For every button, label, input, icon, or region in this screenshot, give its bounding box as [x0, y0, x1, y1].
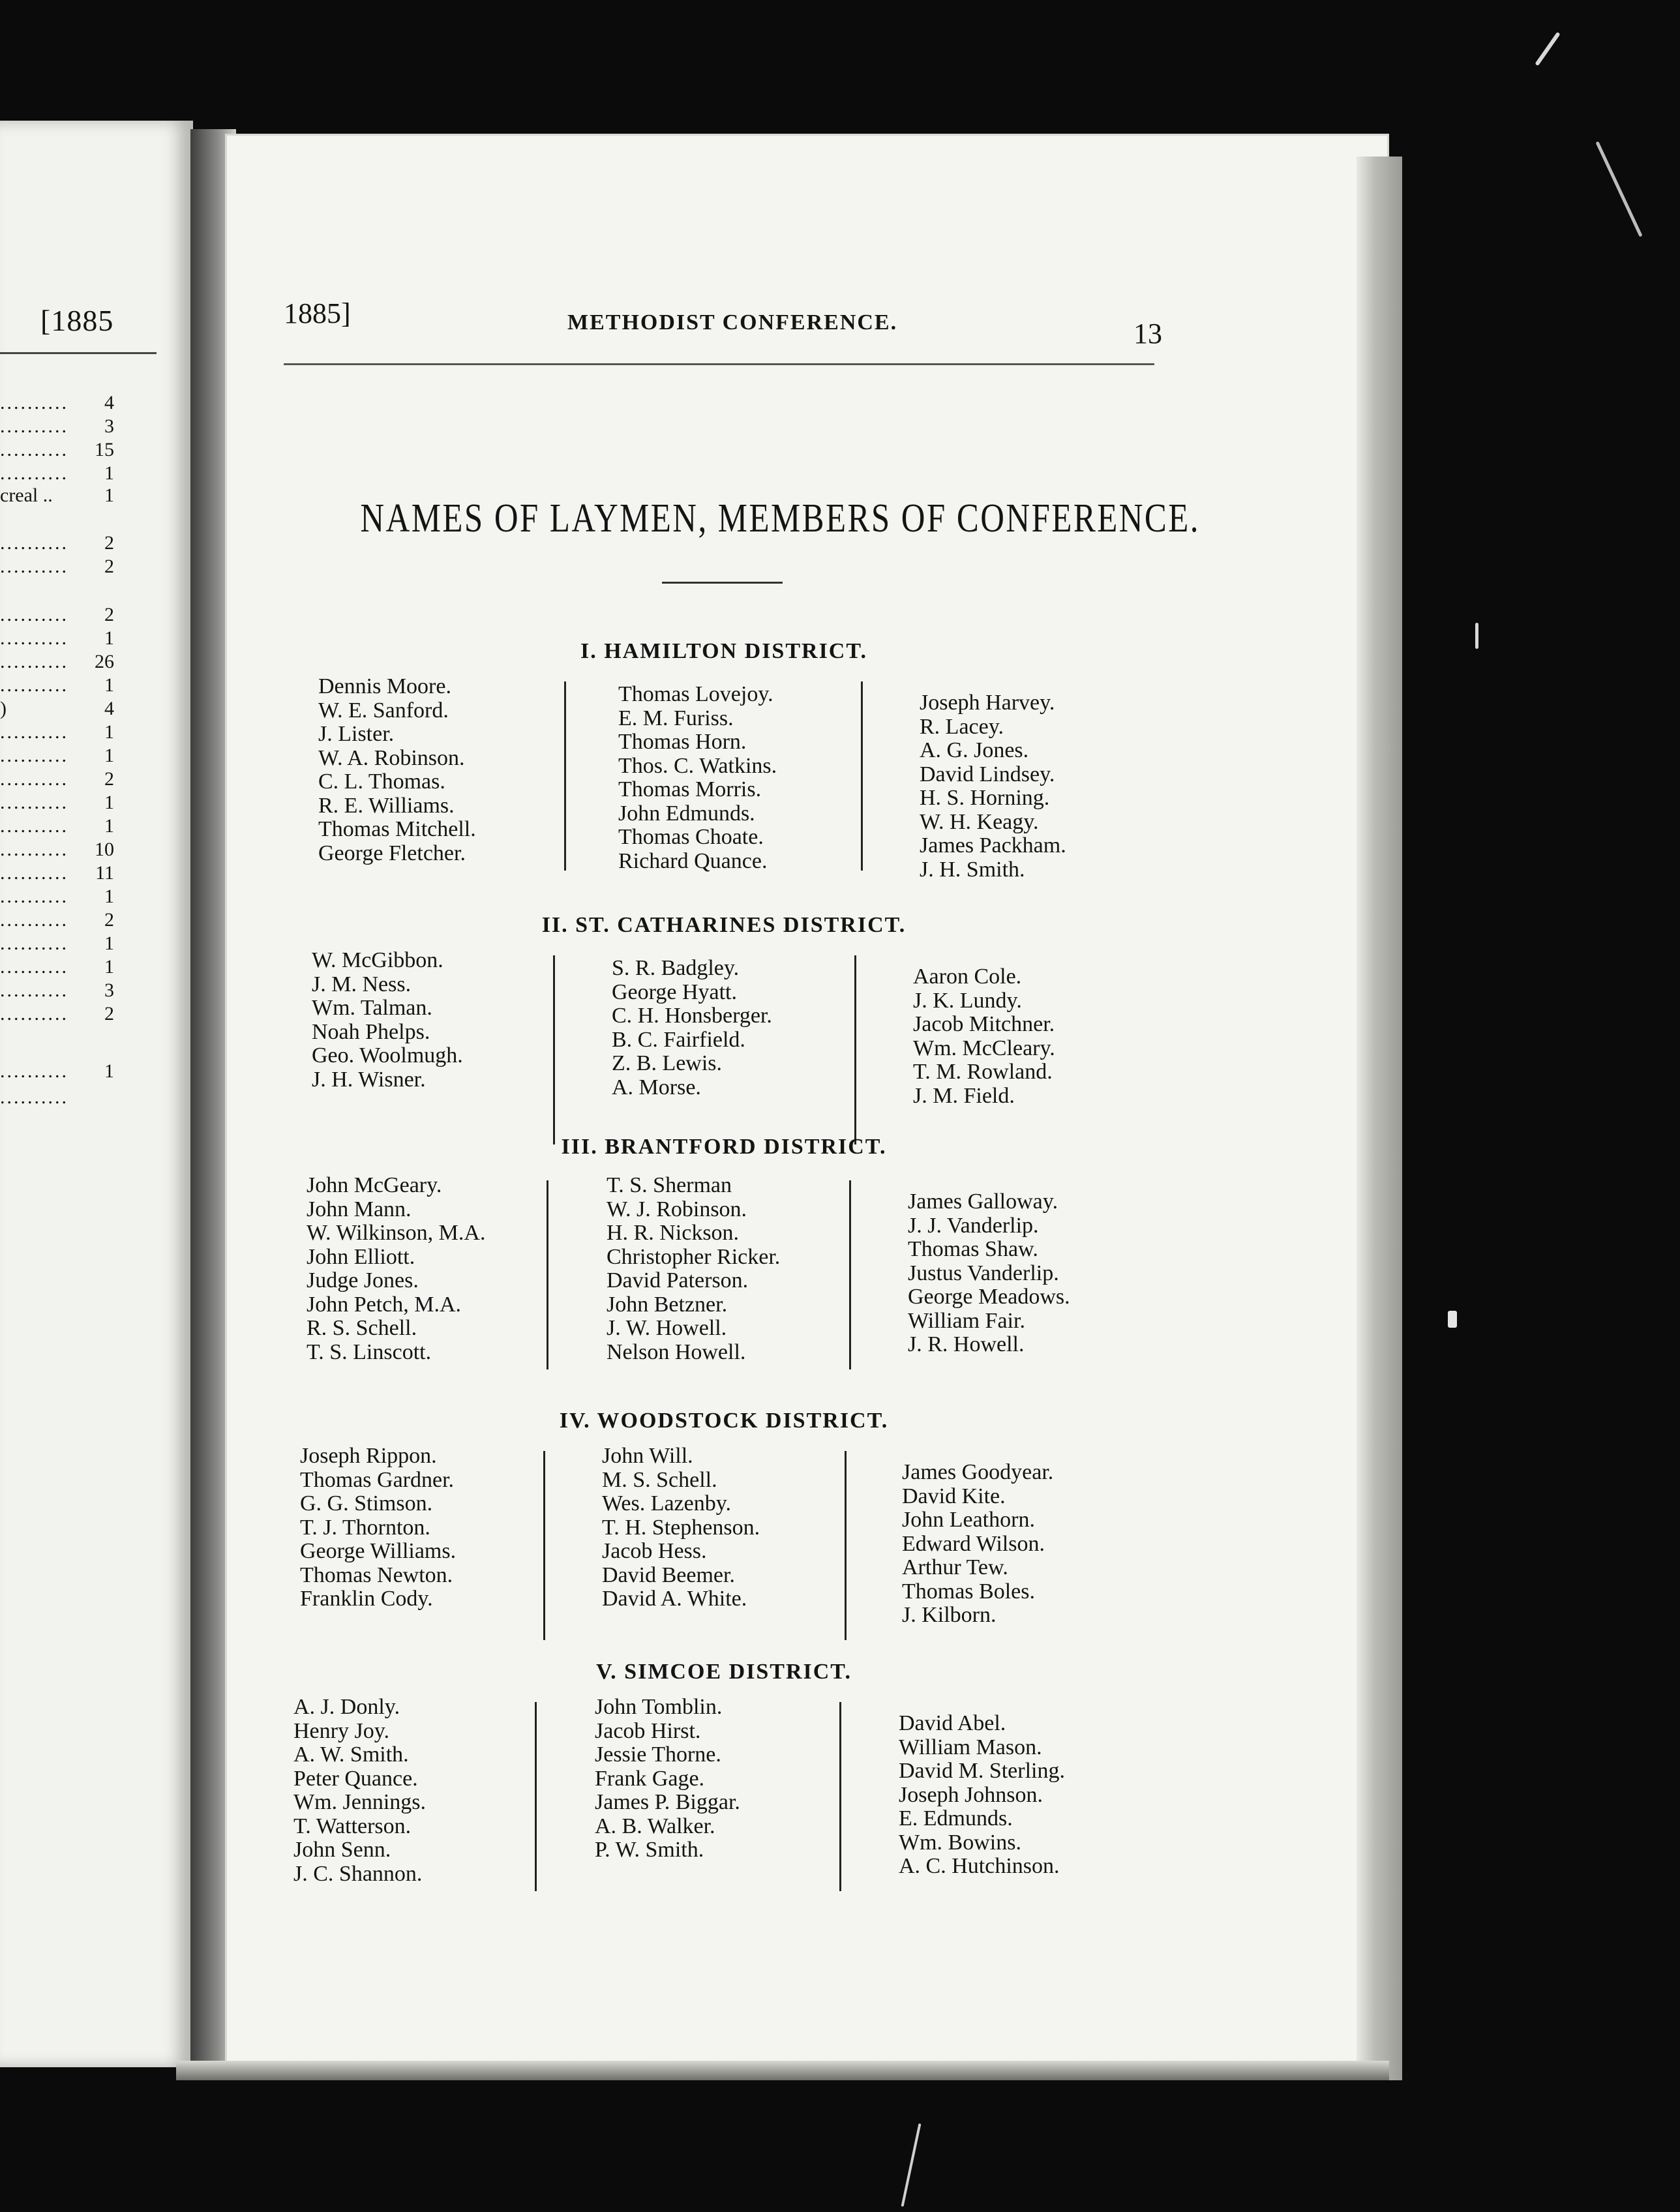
facing-page-row: [0, 391, 114, 415]
facing-page-row: [0, 1060, 114, 1083]
district-heading: IV. WOODSTOCK DISTRICT.: [559, 1409, 889, 1433]
facing-row-label: ): [0, 698, 7, 719]
member-name: J. W. Howell.: [607, 1316, 727, 1340]
member-name: David Beemer.: [602, 1562, 735, 1587]
member-name: A. J. Donly.: [293, 1695, 400, 1719]
member-name: G. G. Stimson.: [300, 1491, 433, 1516]
facing-row-value: 4: [104, 698, 114, 719]
member-name: R. Lacey.: [920, 714, 1004, 739]
member-name: J. J. Vanderlip.: [908, 1213, 1039, 1238]
facing-row-value: 1: [104, 1060, 114, 1082]
leader-dots: ..........: [0, 768, 68, 790]
facing-page-year: [1885: [40, 304, 114, 337]
name-column: [607, 1174, 780, 1364]
member-name: George Hyatt.: [612, 979, 737, 1004]
dust-speck: [1448, 1311, 1457, 1328]
film-scratch: [901, 2123, 922, 2207]
leader-dots: ..........: [0, 886, 68, 907]
leader-dots: ..........: [0, 556, 68, 577]
leader-dots: ..........: [0, 956, 68, 978]
member-name: David A. White.: [602, 1587, 747, 1611]
facing-page-row: [0, 438, 114, 462]
facing-row-value: 11: [95, 862, 114, 884]
facing-page: [0, 121, 193, 2067]
facing-page-row: [0, 627, 114, 650]
facing-page-row: [0, 1002, 114, 1026]
member-name: Justus Vanderlip.: [908, 1261, 1059, 1285]
member-name: George Fletcher.: [318, 841, 466, 865]
member-name: John Will.: [602, 1444, 693, 1468]
member-name: Judge Jones.: [307, 1268, 419, 1293]
facing-page-row: [0, 908, 114, 932]
leader-dots: ..........: [0, 627, 68, 649]
facing-page-row: [0, 462, 114, 485]
facing-page-row: [0, 815, 114, 838]
member-name: A. C. Hutchinson.: [899, 1854, 1060, 1878]
column-divider: [854, 955, 856, 1144]
member-name: Noah Phelps.: [312, 1019, 430, 1044]
leader-dots: ..........: [0, 792, 68, 813]
leader-dots: ..........: [0, 392, 68, 413]
facing-page-row: [0, 955, 114, 979]
member-name: Thomas Choate.: [618, 825, 764, 849]
member-name: E. Edmunds.: [899, 1806, 1013, 1831]
name-column: [899, 1712, 1065, 1879]
member-name: J. Lister.: [318, 722, 395, 746]
member-name: Edward Wilson.: [902, 1531, 1045, 1556]
facing-page-row: [0, 650, 114, 674]
member-name: William Mason.: [899, 1735, 1042, 1759]
section-title: NAMES OF LAYMEN, MEMBERS OF CONFERENCE.: [360, 496, 1200, 541]
member-name: Joseph Rippon.: [300, 1444, 437, 1468]
facing-row-value: 1: [104, 886, 114, 907]
facing-row-value: 1: [104, 485, 114, 506]
member-name: H. S. Horning.: [920, 786, 1050, 810]
leader-dots: ..........: [0, 862, 68, 884]
member-name: James Packham.: [920, 833, 1066, 858]
member-name: Wm. Bowins.: [899, 1830, 1021, 1855]
facing-row-value: 26: [95, 651, 114, 672]
leader-dots: ..........: [0, 1086, 68, 1108]
member-name: W. J. Robinson.: [607, 1197, 747, 1221]
facing-row-value: 1: [104, 792, 114, 813]
member-name: Franklin Cody.: [300, 1587, 433, 1611]
name-column: [913, 965, 1055, 1108]
member-name: Thomas Gardner.: [300, 1467, 455, 1492]
leader-dots: ..........: [0, 979, 68, 1001]
member-name: E. M. Furiss.: [618, 706, 734, 730]
facing-page-row: [0, 484, 114, 507]
film-scratch: [1595, 141, 1642, 237]
member-name: H. R. Nickson.: [607, 1221, 740, 1245]
name-column: [293, 1696, 426, 1886]
leader-dots: ..........: [0, 532, 68, 554]
member-name: A. Morse.: [612, 1075, 701, 1099]
member-name: James P. Biggar.: [595, 1790, 740, 1814]
member-name: Jacob Mitchner.: [913, 1012, 1055, 1036]
member-name: J. R. Howell.: [908, 1332, 1025, 1356]
member-name: M. S. Schell.: [602, 1467, 717, 1492]
member-name: C. L. Thomas.: [318, 770, 445, 794]
facing-row-value: 2: [104, 1003, 114, 1024]
member-name: William Fair.: [908, 1308, 1025, 1333]
name-column: [902, 1461, 1053, 1628]
member-name: A. B. Walker.: [595, 1814, 715, 1838]
facing-page-row: [0, 861, 114, 885]
member-name: S. R. Badgley.: [612, 956, 740, 980]
member-name: Arthur Tew.: [902, 1555, 1008, 1579]
column-divider: [845, 1451, 847, 1640]
name-column: [920, 691, 1066, 882]
leader-dots: ..........: [0, 909, 68, 931]
facing-page-row: [0, 674, 114, 697]
member-name: David Lindsey.: [920, 762, 1055, 786]
member-name: J. K. Lundy.: [913, 988, 1022, 1013]
column-divider: [839, 1702, 841, 1891]
member-name: Jacob Hirst.: [595, 1718, 701, 1743]
member-name: John Edmunds.: [618, 801, 755, 826]
leader-dots: ..........: [0, 721, 68, 743]
column-divider: [553, 955, 555, 1144]
member-name: David Kite.: [902, 1484, 1006, 1508]
page-number: 13: [1133, 318, 1162, 350]
district-heading: III. BRANTFORD DISTRICT.: [561, 1135, 887, 1159]
facing-row-value: 10: [95, 839, 114, 860]
name-column: [318, 675, 476, 865]
leader-dots: ..........: [0, 462, 68, 484]
facing-page-row: [0, 697, 114, 721]
column-divider: [535, 1702, 537, 1891]
facing-page-row: [0, 744, 114, 768]
facing-row-value: 3: [104, 979, 114, 1001]
facing-row-value: 2: [104, 768, 114, 790]
member-name: Aaron Cole.: [913, 964, 1022, 989]
member-name: R. S. Schell.: [307, 1316, 417, 1340]
facing-row-value: 1: [104, 933, 114, 954]
facing-row-value: 2: [104, 909, 114, 931]
name-column: [612, 957, 772, 1099]
name-column: [307, 1174, 485, 1364]
member-name: David Paterson.: [607, 1268, 749, 1293]
title-rule: [662, 582, 783, 584]
member-name: J. M. Field.: [913, 1083, 1015, 1108]
member-name: T. J. Thornton.: [300, 1515, 430, 1540]
member-name: Thomas Morris.: [618, 777, 762, 801]
name-column: [300, 1444, 456, 1611]
district-heading: V. SIMCOE DISTRICT.: [596, 1660, 852, 1684]
name-column: [602, 1444, 760, 1611]
member-name: R. E. Williams.: [318, 793, 455, 818]
facing-page-row: [0, 721, 114, 744]
member-name: Joseph Johnson.: [899, 1782, 1043, 1807]
leader-dots: ..........: [0, 439, 68, 460]
leader-dots: ..........: [0, 815, 68, 837]
member-name: W. McGibbon.: [312, 948, 443, 972]
facing-row-value: 1: [104, 674, 114, 696]
district-heading: I. HAMILTON DISTRICT.: [580, 639, 868, 663]
member-name: John McGeary.: [307, 1173, 442, 1197]
member-name: W. Wilkinson, M.A.: [307, 1221, 486, 1245]
member-name: Thomas Newton.: [300, 1562, 453, 1587]
member-name: Christopher Ricker.: [607, 1244, 781, 1269]
column-divider: [547, 1180, 548, 1369]
member-name: Thomas Boles.: [902, 1579, 1035, 1604]
member-name: Dennis Moore.: [318, 674, 451, 698]
leader-dots: ..........: [0, 651, 68, 672]
facing-row-value: 4: [104, 392, 114, 413]
facing-page-row: [0, 1086, 114, 1109]
name-column: [618, 683, 777, 873]
member-name: Richard Quance.: [618, 848, 768, 873]
member-name: John Tomblin.: [595, 1695, 723, 1719]
member-name: David M. Sterling.: [899, 1759, 1065, 1783]
member-name: James Galloway.: [908, 1189, 1058, 1214]
member-name: T. M. Rowland.: [913, 1060, 1053, 1084]
header-rule: [284, 363, 1154, 365]
member-name: J. H. Smith.: [920, 857, 1025, 882]
member-name: Thomas Shaw.: [908, 1237, 1038, 1261]
member-name: Thomas Mitchell.: [318, 817, 476, 841]
leader-dots: ..........: [0, 415, 68, 437]
member-name: P. W. Smith.: [595, 1838, 704, 1862]
leader-dots: ..........: [0, 674, 68, 696]
facing-row-value: 1: [104, 815, 114, 837]
leader-dots: ..........: [0, 745, 68, 766]
facing-row-value: 2: [104, 604, 114, 625]
member-name: Peter Quance.: [293, 1766, 418, 1791]
facing-page-row: [0, 932, 114, 955]
member-name: W. H. Keagy.: [920, 809, 1039, 834]
member-name: A. G. Jones.: [920, 738, 1029, 762]
facing-row-value: 1: [104, 627, 114, 649]
film-scratch: [1535, 32, 1560, 67]
film-scratch: [1475, 623, 1478, 649]
page-edge: [1357, 157, 1402, 2080]
member-name: John Mann.: [307, 1197, 412, 1221]
facing-row-value: 2: [104, 532, 114, 554]
running-head-year: 1885]: [284, 297, 351, 329]
member-name: Z. B. Lewis.: [612, 1051, 723, 1075]
facing-row-value: 1: [104, 745, 114, 766]
leader-dots: ..........: [0, 1060, 68, 1082]
member-name: Frank Gage.: [595, 1766, 705, 1791]
member-name: John Petch, M.A.: [307, 1292, 462, 1317]
facing-row-value: 1: [104, 721, 114, 743]
member-name: Wm. McCleary.: [913, 1036, 1055, 1060]
member-name: C. H. Honsberger.: [612, 1004, 772, 1028]
name-column: [595, 1696, 740, 1862]
district-heading: II. ST. CATHARINES DISTRICT.: [541, 913, 907, 937]
member-name: Thomas Horn.: [618, 730, 747, 754]
facing-page-rule: [0, 352, 157, 354]
facing-page-row: [0, 791, 114, 815]
column-divider: [849, 1180, 851, 1369]
member-name: B. C. Fairfield.: [612, 1027, 745, 1052]
member-name: George Meadows.: [908, 1285, 1070, 1309]
member-name: John Elliott.: [307, 1244, 415, 1269]
member-name: Thos. C. Watkins.: [618, 753, 777, 778]
member-name: Geo. Woolmugh.: [312, 1043, 463, 1068]
facing-page-row: [0, 603, 114, 627]
running-head-title: METHODIST CONFERENCE.: [567, 310, 898, 335]
member-name: J. M. Ness.: [312, 972, 412, 996]
member-name: John Leathorn.: [902, 1508, 1035, 1532]
name-column: [908, 1190, 1070, 1357]
member-name: Jessie Thorne.: [595, 1742, 721, 1767]
page-bottom-edge: [176, 2061, 1389, 2080]
member-name: Joseph Harvey.: [920, 691, 1055, 715]
facing-row-value: 15: [95, 439, 114, 460]
column-divider: [543, 1451, 545, 1640]
member-name: A. W. Smith.: [293, 1742, 409, 1767]
facing-page-row: [0, 415, 114, 438]
member-name: W. E. Sanford.: [318, 698, 449, 723]
member-name: George Williams.: [300, 1539, 457, 1563]
column-divider: [564, 681, 566, 871]
member-name: T. Watterson.: [293, 1814, 412, 1838]
facing-page-row: [0, 979, 114, 1002]
member-name: David Abel.: [899, 1711, 1006, 1735]
facing-row-value: 1: [104, 956, 114, 978]
leader-dots: ..........: [0, 604, 68, 625]
facing-row-value: 2: [104, 556, 114, 577]
facing-row-value: 1: [104, 462, 114, 484]
member-name: John Betzner.: [607, 1292, 728, 1317]
member-name: T. S. Sherman: [607, 1173, 732, 1197]
column-divider: [861, 681, 863, 871]
member-name: Nelson Howell.: [607, 1339, 746, 1364]
facing-page-row: [0, 838, 114, 861]
member-name: J. H. Wisner.: [312, 1067, 426, 1092]
name-column: [312, 949, 463, 1092]
member-name: James Goodyear.: [902, 1460, 1054, 1484]
leader-dots: ..........: [0, 1003, 68, 1024]
member-name: J. C. Shannon.: [293, 1861, 423, 1886]
member-name: Jacob Hess.: [602, 1539, 707, 1563]
member-name: Wm. Jennings.: [293, 1790, 427, 1814]
member-name: T. H. Stephenson.: [602, 1515, 760, 1540]
facing-page-row: [0, 885, 114, 908]
facing-page-row: [0, 768, 114, 791]
member-name: Wes. Lazenby.: [602, 1491, 732, 1516]
member-name: John Senn.: [293, 1838, 391, 1862]
leader-dots: ..........: [0, 839, 68, 860]
member-name: Wm. Talman.: [312, 996, 432, 1020]
member-name: T. S. Linscott.: [307, 1339, 432, 1364]
facing-row-value: 3: [104, 415, 114, 437]
facing-page-row: [0, 555, 114, 578]
facing-row-label: creal ..: [0, 485, 53, 506]
member-name: W. A. Robinson.: [318, 745, 465, 770]
member-name: Henry Joy.: [293, 1718, 389, 1743]
facing-page-row: [0, 531, 114, 555]
member-name: J. Kilborn.: [902, 1603, 997, 1627]
leader-dots: ..........: [0, 933, 68, 954]
member-name: Thomas Lovejoy.: [618, 682, 773, 706]
